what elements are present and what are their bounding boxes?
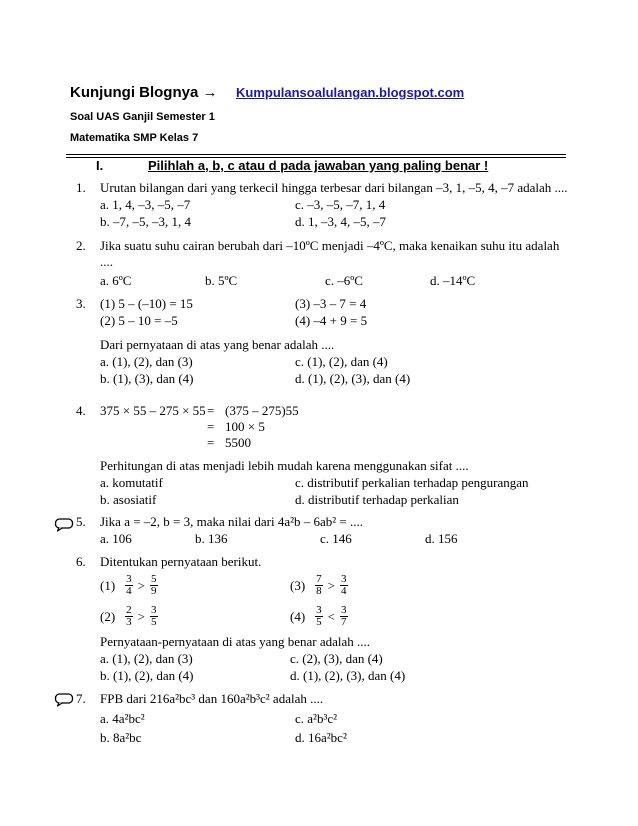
comparison-operator: < bbox=[327, 608, 336, 624]
fraction bbox=[315, 605, 323, 628]
question-number: 1. bbox=[76, 180, 86, 195]
numerator: 7 bbox=[316, 573, 322, 585]
question-text: Ditentukan pernyataan berikut. bbox=[100, 554, 262, 569]
question-text: Jika suatu suhu cairan berubah dari –10ºC menjadi –4ºC, maka kenaikan suhu itu adalah bbox=[100, 238, 560, 253]
option-a: a. 4a²bc² bbox=[100, 711, 145, 726]
exam-subject: Matematika SMP Kelas 7 bbox=[70, 132, 199, 144]
option-b: b. asosiatif bbox=[100, 492, 157, 507]
blog-link[interactable]: Kumpulansoalulangan.blogspot.com bbox=[236, 85, 465, 100]
question-dots: .... bbox=[100, 254, 113, 269]
denominator: 9 bbox=[151, 585, 157, 597]
calc-left: 375 × 55 – 275 × 55 bbox=[100, 403, 206, 418]
option-c: c. 146 bbox=[320, 531, 352, 546]
divider-thick bbox=[66, 154, 566, 155]
arrow-right-icon: → bbox=[202, 84, 218, 101]
option-a: a. (1), (2), dan (3) bbox=[100, 354, 193, 369]
option-a: a. 1, 4, –3, –5, –7 bbox=[100, 197, 191, 212]
question-text: FPB dari 216a²bc³ dan 160a²b³c² adalah .... bbox=[100, 691, 324, 706]
statement-label: (4) bbox=[290, 608, 306, 624]
option-b: b. (1), (2), dan (4) bbox=[100, 668, 194, 683]
option-d: d. 16a²bc² bbox=[295, 730, 347, 745]
statement-3 bbox=[290, 574, 350, 597]
question-number: 2. bbox=[76, 238, 86, 253]
numerator: 3 bbox=[341, 604, 347, 616]
option-d: d. 156 bbox=[425, 531, 458, 546]
calc-step-1: (375 – 275)55 bbox=[225, 403, 299, 418]
numerator: 3 bbox=[126, 573, 132, 585]
option-a: a. komutatif bbox=[100, 475, 163, 490]
option-d: d. distributif terhadap perkalian bbox=[295, 492, 459, 507]
option-d: d. (1), (2), (3), dan (4) bbox=[295, 371, 411, 386]
fraction bbox=[340, 574, 348, 597]
calc-step-3: 5500 bbox=[225, 435, 251, 450]
statement-4: (4) –4 + 9 = 5 bbox=[295, 313, 368, 328]
fraction bbox=[315, 574, 323, 597]
option-b: b. 8a²bc bbox=[100, 730, 142, 745]
fraction bbox=[150, 605, 158, 628]
question-text: Perhitungan di atas menjadi lebih mudah karena menggunakan sifat .... bbox=[100, 458, 469, 473]
fraction bbox=[125, 605, 133, 628]
statement-label: (1) bbox=[100, 577, 116, 593]
question-number: 3. bbox=[76, 296, 86, 311]
numerator: 2 bbox=[126, 604, 132, 616]
option-b: b. 5ºC bbox=[205, 273, 238, 288]
option-c: c. –6ºC bbox=[325, 273, 363, 288]
exam-subtitle: Soal UAS Ganjil Semester 1 bbox=[70, 111, 215, 123]
option-c: c. distributif perkalian terhadap pengurangan bbox=[295, 475, 529, 490]
fraction bbox=[150, 574, 158, 597]
option-b: b. (1), (3), dan (4) bbox=[100, 371, 194, 386]
question-number: 7. bbox=[76, 691, 86, 706]
option-c: c. –3, –5, –7, 1, 4 bbox=[295, 197, 386, 212]
statement-1: (1) 5 – (–10) = 15 bbox=[100, 296, 193, 311]
denominator: 4 bbox=[126, 585, 132, 597]
option-d: d. –14ºC bbox=[430, 273, 476, 288]
denominator: 7 bbox=[341, 616, 347, 628]
numerator: 5 bbox=[151, 573, 157, 585]
question-number: 5. bbox=[76, 514, 86, 529]
option-a: a. 106 bbox=[100, 531, 132, 546]
option-c: c. (2), (3), dan (4) bbox=[290, 651, 383, 666]
question-text: Urutan bilangan dari yang terkecil hingga terbesar dari bilangan –3, 1, –5, 4, –7 adalah .... bbox=[100, 180, 568, 195]
question-number: 6. bbox=[76, 554, 86, 569]
blog-heading-text: Kunjungi Blognya bbox=[70, 84, 203, 101]
denominator: 3 bbox=[126, 616, 132, 628]
calc-equals: = bbox=[207, 435, 215, 450]
question-text: Pernyataan-pernyataan di atas yang benar adalah .... bbox=[100, 634, 370, 649]
option-c: c. a²b³c² bbox=[295, 711, 338, 726]
calc-step-2: 100 × 5 bbox=[225, 419, 265, 434]
statement-1 bbox=[100, 574, 160, 597]
numerator: 3 bbox=[316, 604, 322, 616]
speech-bubble-icon[interactable] bbox=[54, 693, 74, 707]
section-number: I. bbox=[96, 158, 104, 173]
comparison-operator: > bbox=[327, 577, 336, 593]
option-c: c. (1), (2), dan (4) bbox=[295, 354, 388, 369]
option-b: b. 136 bbox=[195, 531, 228, 546]
speech-bubble-icon[interactable] bbox=[54, 518, 74, 532]
blog-heading bbox=[70, 84, 218, 101]
calc-equals: = bbox=[207, 403, 215, 418]
denominator: 8 bbox=[316, 585, 322, 597]
statement-2 bbox=[100, 605, 160, 628]
denominator: 4 bbox=[341, 585, 347, 597]
question-text: Jika a = –2, b = 3, maka nilai dari 4a²b – 6ab² = .... bbox=[100, 514, 364, 529]
numerator: 3 bbox=[341, 573, 347, 585]
fraction bbox=[125, 574, 133, 597]
statement-label: (2) bbox=[100, 608, 116, 624]
calc-equals: = bbox=[207, 419, 215, 434]
option-d: d. 1, –3, 4, –5, –7 bbox=[295, 214, 386, 229]
statement-3: (3) –3 – 7 = 4 bbox=[295, 296, 367, 311]
statement-4 bbox=[290, 605, 350, 628]
option-a: a. 6ºC bbox=[100, 273, 132, 288]
comparison-operator: > bbox=[137, 608, 146, 624]
statement-label: (3) bbox=[290, 577, 306, 593]
numerator: 3 bbox=[151, 604, 157, 616]
fraction bbox=[340, 605, 348, 628]
denominator: 5 bbox=[316, 616, 322, 628]
denominator: 5 bbox=[151, 616, 157, 628]
option-d: d. (1), (2), (3), dan (4) bbox=[290, 668, 406, 683]
section-title: Pilihlah a, b, c atau d pada jawaban yang paling benar ! bbox=[148, 158, 489, 173]
statement-2: (2) 5 – 10 = –5 bbox=[100, 313, 178, 328]
comparison-operator: > bbox=[137, 577, 146, 593]
question-number: 4. bbox=[76, 403, 86, 418]
option-b: b. –7, –5, –3, 1, 4 bbox=[100, 214, 191, 229]
option-a: a. (1), (2), dan (3) bbox=[100, 651, 193, 666]
question-text: Dari pernyataan di atas yang benar adalah .... bbox=[100, 337, 335, 352]
